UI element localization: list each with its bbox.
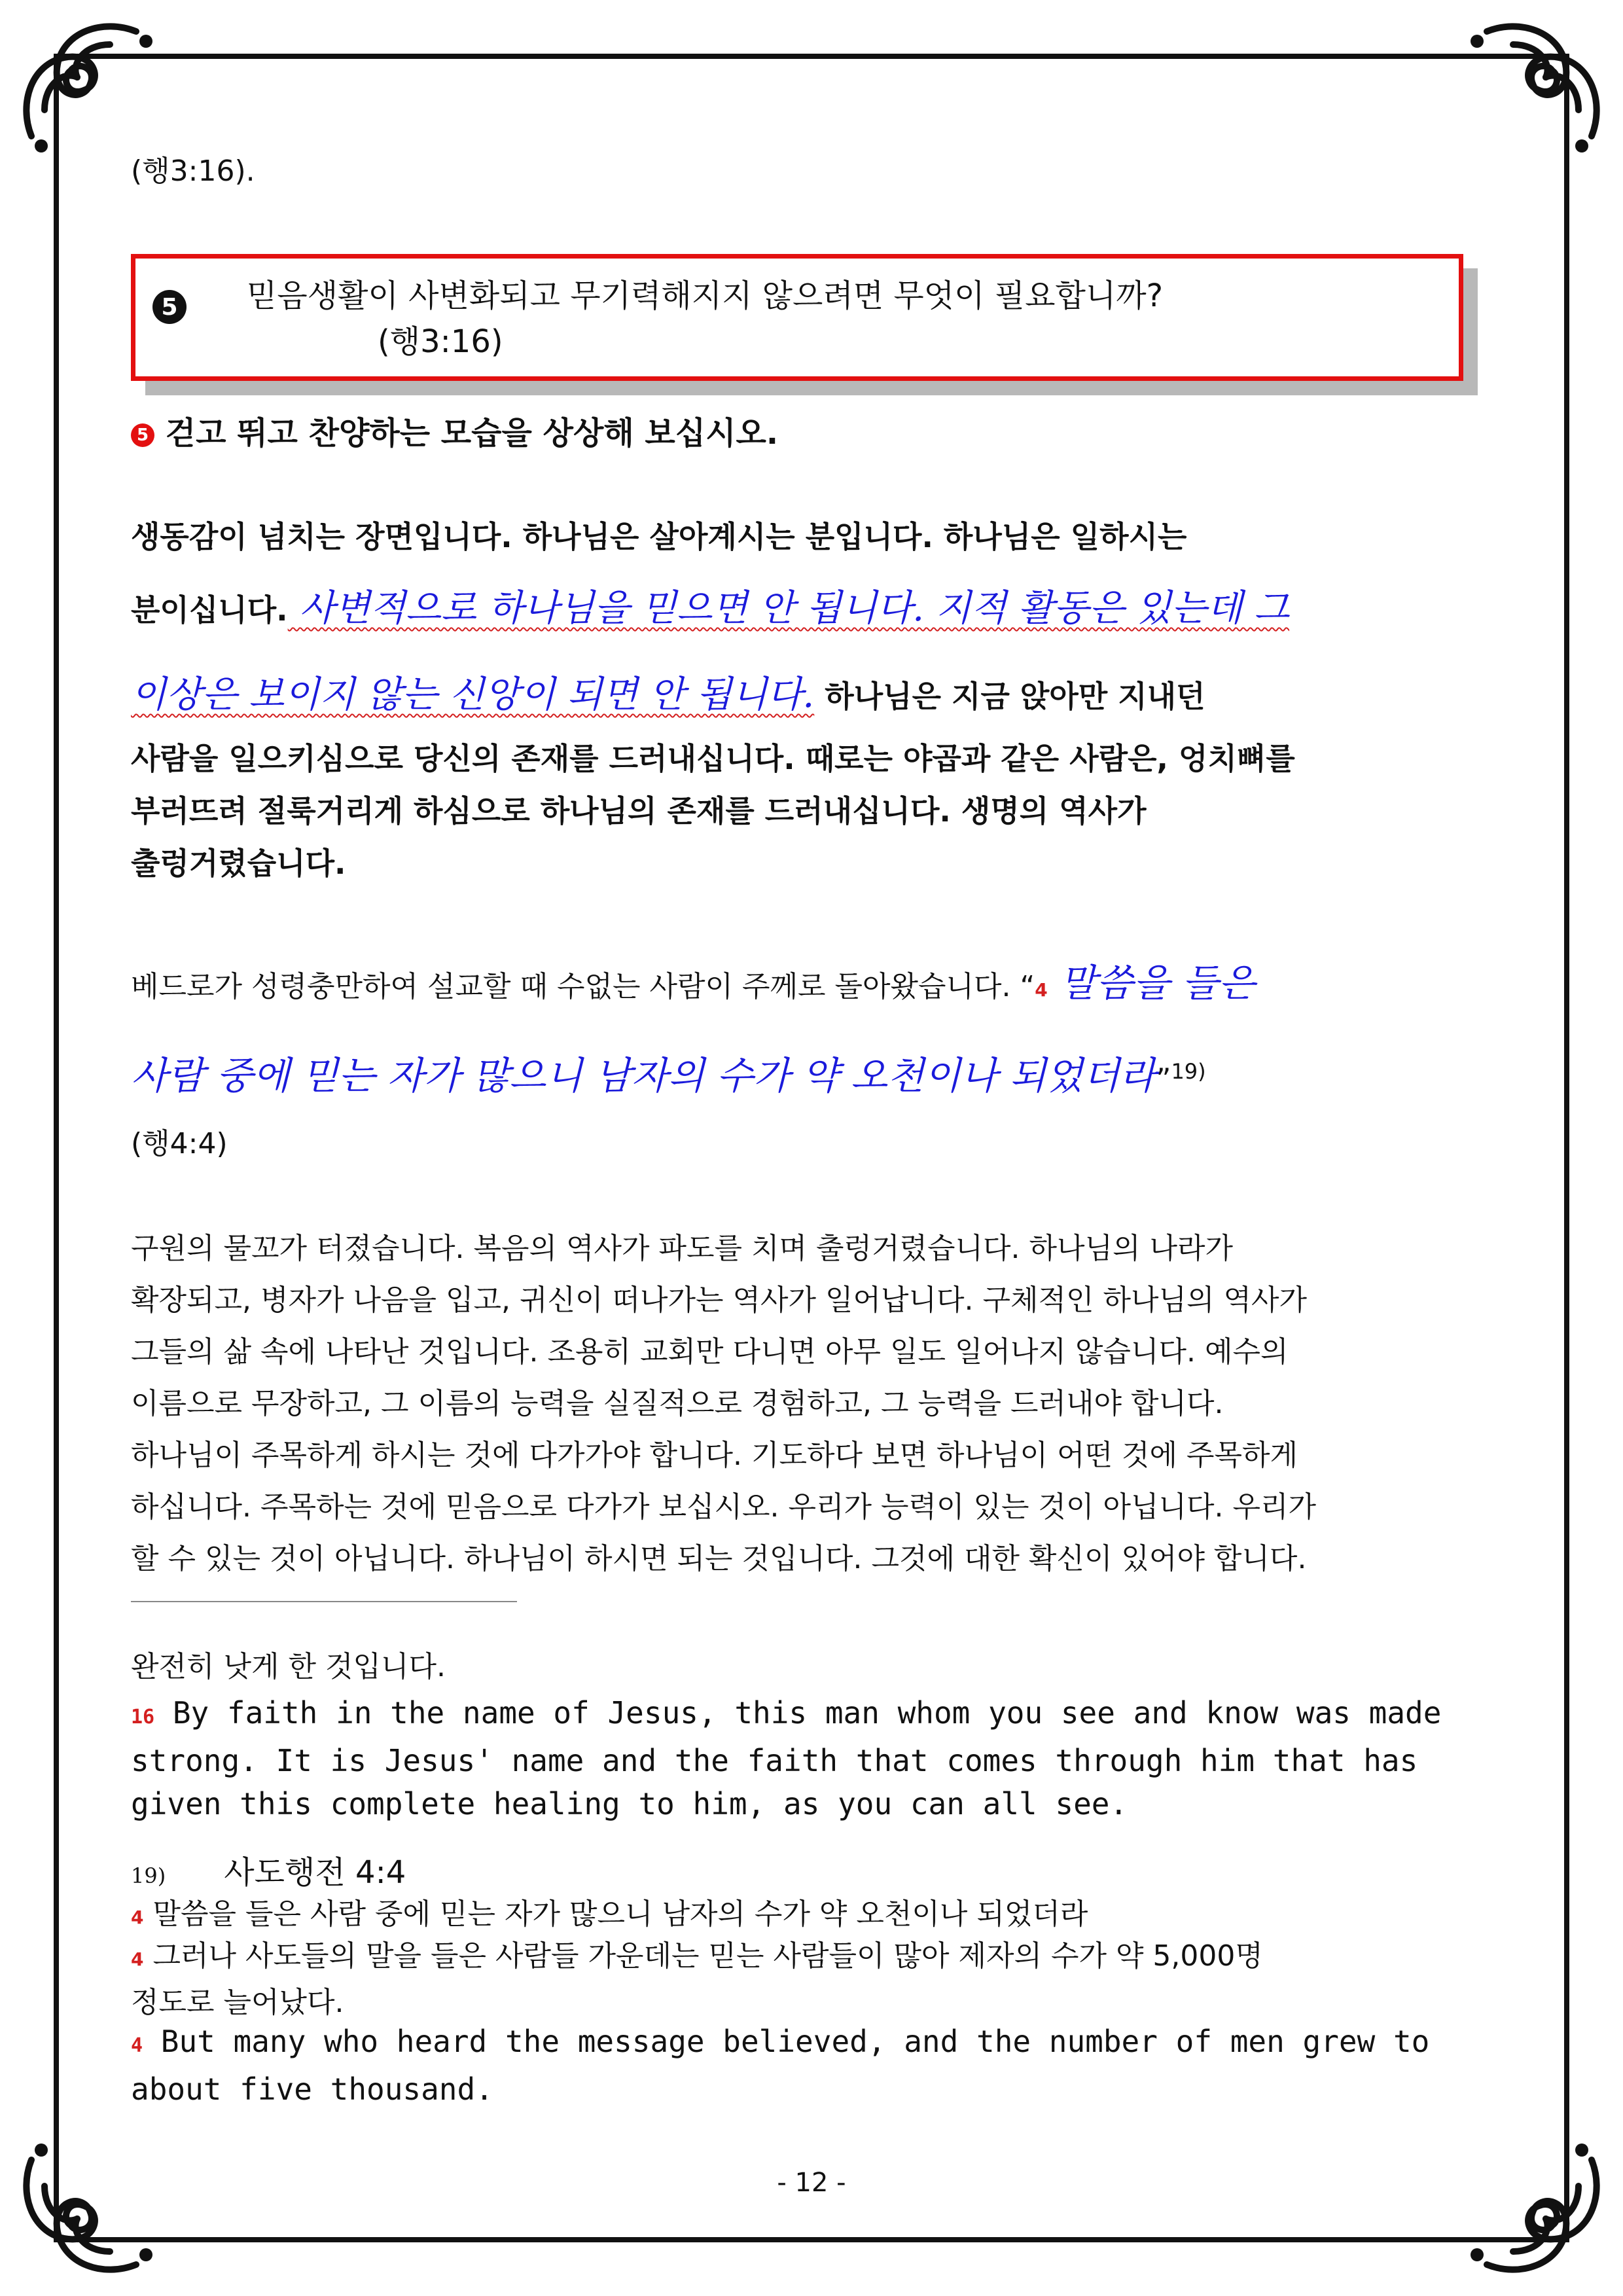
para1-line3-bold: 하나님은 지금 앉아만 지내던 (814, 679, 1205, 714)
footnote-19-header (131, 1847, 406, 1892)
page-number: - 12 - (777, 2168, 846, 2198)
para2-line2 (131, 1042, 1206, 1109)
corner-ornament-bottom-left (5, 2134, 162, 2291)
question-number: 5 (152, 290, 187, 324)
answer-heading-text: 걷고 뛰고 찬양하는 모습을 상상해 보십시오. (165, 415, 779, 452)
para1-line4: 사람을 일으키심으로 당신의 존재를 드러내십니다. 때로는 야곱과 같은 사람은, 엉치뼈를 (131, 741, 1295, 776)
footnote-en16 (131, 1691, 1492, 1825)
para3-line: 이름으로 무장하고, 그 이름의 능력을 실질적으로 경험하고, 그 능력을 드러내야 합니다. (131, 1387, 1224, 1420)
para1-line2-bold: 분이십니다. (131, 592, 288, 628)
footnote-kr1-text: 말씀을 들은 사람 중에 믿는 자가 많으니 남자의 수가 약 오천이나 되었더라 (143, 1897, 1088, 1931)
footnote-en4 (131, 2020, 1429, 2111)
para1-line1: 생동감이 넘치는 장면입니다. 하나님은 살아계시는 분입니다. 하나님은 일하시는 (131, 519, 1187, 554)
para2-footnote-ref: 19) (1171, 1059, 1206, 1084)
para2-close-quote: ” (1156, 1062, 1171, 1096)
footnote-kr1-num: 4 (131, 1907, 144, 1928)
question-line1: 믿음생활이 사변화되고 무기력해지지 않으려면 무엇이 필요합니까? (247, 278, 1164, 314)
corner-ornament-top-left (5, 5, 162, 162)
para1-line6: 출렁거렸습니다. (131, 846, 346, 881)
footnote-19-title: 사도행전 4:4 (224, 1854, 406, 1891)
para3-line: 할 수 있는 것이 아닙니다. 하나님이 하시면 되는 것입니다. 그것에 대한 확신이 있어야 합니다. (131, 1542, 1307, 1575)
footnote-carry-over: 완전히 낫게 한 것입니다. (131, 1650, 446, 1683)
para1-line2 (131, 576, 1289, 643)
para1-line2-handwritten: 사변적으로 하나님을 믿으면 안 됩니다. 지적 활동은 있는데 그 (287, 587, 1290, 630)
para2-line1-plain: 베드로가 성령충만하여 설교할 때 수없는 사람이 주께로 돌아왔습니다. “ (131, 970, 1035, 1003)
para3-line: 하나님이 주목하게 하시는 것에 다가가야 합니다. 기도하다 보면 하나님이 어떤 것에 주목하게 (131, 1439, 1298, 1472)
para1-line5: 부러뜨려 절룩거리게 하심으로 하나님의 존재를 드러내십니다. 생명의 역사가 (131, 793, 1147, 829)
corner-ornament-bottom-right (1461, 2134, 1618, 2291)
para2-line1-handwritten: 말씀을 들은 (1047, 961, 1255, 1005)
para1-line3 (131, 662, 1205, 729)
para1-line3-handwritten: 이상은 보이지 않는 신앙이 되면 안 됩니다. (131, 673, 815, 716)
footnote-kr2-num: 4 (131, 1948, 144, 1970)
footnote-en4-num: 4 (131, 2034, 143, 2057)
answer-heading (131, 407, 778, 459)
footnote-separator (131, 1601, 517, 1602)
para3-line: 구원의 물꼬가 터졌습니다. 복음의 역사가 파도를 치며 출렁거렸습니다. 하나님의 나라가 (131, 1232, 1233, 1265)
footnote-kr2-line1: 그러나 사도들의 말을 들은 사람들 가운데는 믿는 사람들이 많아 제자의 수가 약 5,000명 (143, 1939, 1263, 1973)
footnote-en4-line: But many who heard the message believed, and the number of men grew to (143, 2024, 1430, 2059)
footnote-en16-line: strong. It is Jesus' name and the faith that comes through him that has (131, 1743, 1418, 1778)
para3 (131, 1223, 1479, 1585)
footnote-kr2 (131, 1935, 1263, 2024)
question-box (131, 254, 1463, 381)
para2-verse-number: 4 (1035, 979, 1048, 1001)
para2-line3: (행4:4) (131, 1127, 228, 1160)
top-reference: (행3:16). (131, 154, 255, 188)
footnote-en4-line: about five thousand. (131, 2072, 493, 2107)
answer-number: 5 (131, 423, 154, 447)
para2-line1 (131, 957, 1255, 1016)
para3-line: 확장되고, 병자가 나음을 입고, 귀신이 떠나가는 역사가 일어납니다. 구체적인 하나님의 역사가 (131, 1283, 1307, 1317)
para3-line: 그들의 삶 속에 나타난 것입니다. 조용히 교회만 다니면 아무 일도 일어나지 않습니다. 예수의 (131, 1335, 1289, 1369)
question-number-badge (152, 290, 187, 324)
footnote-kr2-line2: 정도로 늘어났다. (131, 1986, 344, 2019)
footnote-19-num: 19) (131, 1863, 166, 1888)
footnote-en16-num: 16 (131, 1706, 155, 1729)
corner-ornament-top-right (1461, 5, 1618, 162)
footnote-en16-line: given this complete healing to him, as you can all see. (131, 1786, 1128, 1821)
para2-line2-handwritten: 사람 중에 믿는 자가 많으니 남자의 수가 약 오천이나 되었더라 (131, 1053, 1156, 1098)
question-line2: (행3:16) (378, 323, 503, 360)
footnote-en16-line: By faith in the name of Jesus, this man whom you see and know was made (154, 1695, 1442, 1731)
para3-line: 하십니다. 주목하는 것에 믿음으로 다가가 보십시오. 우리가 능력이 있는 것이 아닙니다. 우리가 (131, 1490, 1316, 1524)
footnote-kr1 (131, 1893, 1088, 1939)
